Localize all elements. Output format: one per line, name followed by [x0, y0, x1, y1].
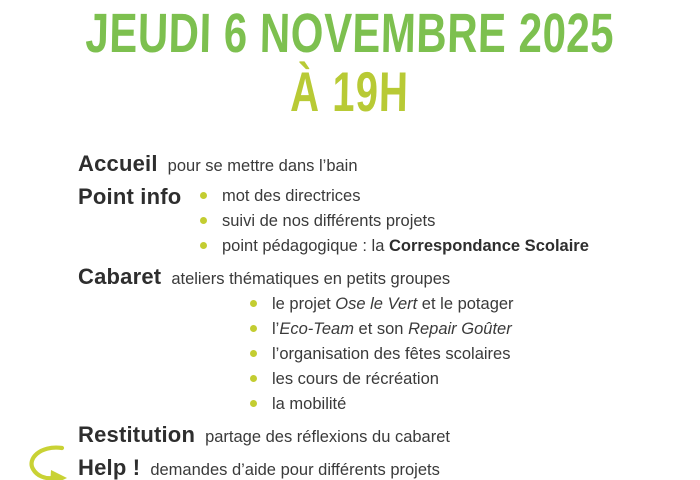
agenda: [78, 151, 700, 480]
cabaret-bullet-list: [250, 292, 700, 417]
section-cabaret: [78, 264, 700, 417]
section-cabaret-header: [78, 264, 700, 292]
bullet-item: [250, 342, 700, 367]
section-label-cabaret: Cabaret: [78, 264, 162, 289]
bullet-item: [250, 317, 700, 342]
bullet-text: mot des directrices: [222, 187, 361, 205]
section-desc-accueil: pour se mettre dans l’bain: [167, 157, 358, 175]
section-desc-help: demandes d’aide pour différents projets: [150, 461, 440, 479]
bullet-item: [250, 392, 700, 417]
bullet-text-italic: Eco-Team: [279, 320, 354, 338]
bullet-text: l’: [272, 320, 280, 338]
bullet-text: l’organisation des fêtes scolaires: [272, 345, 511, 363]
bullet-text: et le potager: [417, 295, 514, 313]
curved-arrow-right-icon: [26, 444, 72, 480]
bullet-text-italic: Ose le Vert: [335, 295, 418, 313]
section-restitution: [78, 422, 700, 450]
event-date-title: JEUDI 6 NOVEMBRE 2025: [84, 2, 615, 65]
section-desc-cabaret: ateliers thématiques en petits groupes: [171, 270, 451, 288]
bullet-text-italic: Repair Goûter: [408, 320, 512, 338]
section-label-restitution: Restitution: [78, 422, 196, 447]
section-label-help: Help !: [78, 455, 141, 480]
bullet-text: le projet: [272, 295, 336, 313]
bullet-text-bold: Correspondance Scolaire: [388, 237, 589, 255]
section-help: [78, 455, 700, 480]
bullet-item: [250, 367, 700, 392]
bullet-text: la mobilité: [272, 395, 347, 413]
section-point-info: [78, 184, 700, 259]
point-info-bullet-list: [200, 184, 589, 259]
bullet-text: les cours de récréation: [272, 370, 439, 388]
section-label-accueil: Accueil: [78, 151, 158, 176]
bullet-item: [200, 234, 589, 259]
bullet-item: [250, 292, 700, 317]
bullet-item: [200, 184, 589, 209]
bullet-text: suivi de nos différents projets: [222, 212, 436, 230]
section-label-point-info: Point info: [78, 184, 182, 209]
section-desc-restitution: partage des réflexions du cabaret: [205, 428, 450, 446]
event-time-title: À 19H: [289, 62, 410, 124]
section-accueil: [78, 151, 700, 179]
title-block: [0, 0, 700, 124]
bullet-text: point pédagogique : la: [222, 237, 389, 255]
bullet-text: et son: [353, 320, 409, 338]
bullet-item: [200, 209, 589, 234]
